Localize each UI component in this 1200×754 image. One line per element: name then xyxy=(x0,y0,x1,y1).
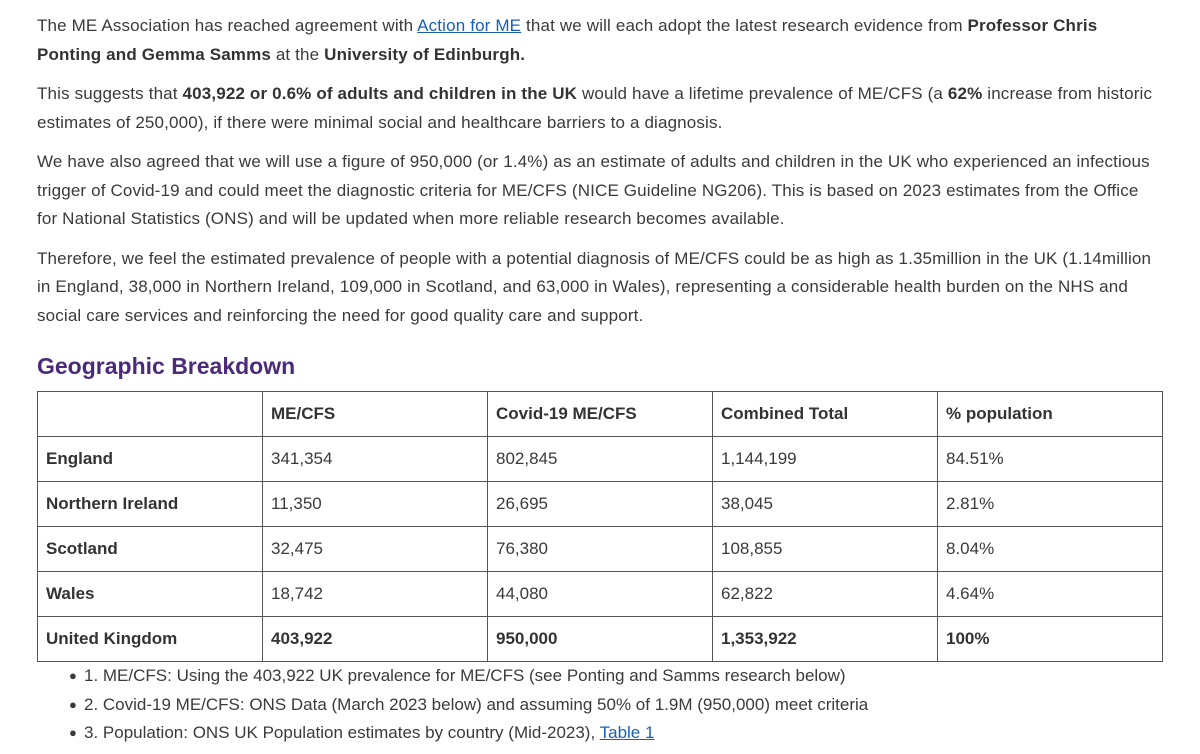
text: This suggests that xyxy=(37,84,183,103)
table-cell: 11,350 xyxy=(263,482,488,527)
researchers-name: Professor Chris Ponting and Gemma Samms xyxy=(37,16,1098,64)
table-cell: 1,353,922 xyxy=(713,617,938,662)
table-cell: 108,855 xyxy=(713,527,938,572)
table-cell: 100% xyxy=(938,617,1163,662)
row-label: Northern Ireland xyxy=(38,482,263,527)
header-cell: ME/CFS xyxy=(263,392,488,437)
table-header-row xyxy=(38,392,1163,437)
table-cell: 403,922 xyxy=(263,617,488,662)
table-notes-list xyxy=(37,662,1163,748)
text: at the xyxy=(270,44,325,64)
table-cell: 1,144,199 xyxy=(713,437,938,482)
article-body xyxy=(37,12,1163,748)
text: would have a lifetime prevalence of ME/CFS (a xyxy=(577,84,948,103)
table-row xyxy=(38,572,1163,617)
row-label: Wales xyxy=(38,572,263,617)
action-for-me-link[interactable]: Action for ME xyxy=(417,16,522,35)
paragraph-total-prevalence: Therefore, we feel the estimated prevalence of people with a potential diagnosis of ME/CFS could be as high as 1.35million in the UK (1.14million in England, 38,000 in Northern Ireland, 109,000 in Scotland, and 63,000 in Wales), representing a considerable health burden on the NHS and social care services and reinforcing the need for good quality care and support. xyxy=(37,248,1152,325)
list-item xyxy=(37,719,1163,748)
bullet-icon: ● xyxy=(69,725,77,741)
table-cell: 26,695 xyxy=(488,482,713,527)
row-label: England xyxy=(38,437,263,482)
table-cell: 76,380 xyxy=(488,527,713,572)
prevalence-figure: 403,922 or 0.6% of adults and children in the UK xyxy=(182,84,578,103)
note-text: 1. ME/CFS: Using the 403,922 UK prevalence for ME/CFS (see Ponting and Samms research below) xyxy=(84,666,846,685)
table-row xyxy=(38,482,1163,527)
table-1-link[interactable]: Table 1 xyxy=(599,723,655,743)
table-cell: 950,000 xyxy=(488,617,713,662)
table-cell: 4.64% xyxy=(938,572,1163,617)
section-heading: Geographic Breakdown xyxy=(37,353,296,379)
geographic-breakdown-table xyxy=(37,391,1163,662)
note-text: 3. Population: ONS UK Population estimates by country (Mid-2023), xyxy=(84,723,600,743)
text: that we will each adopt the latest research evidence from xyxy=(521,16,968,35)
list-item xyxy=(37,691,1163,720)
text: increase from historic estimates of 250,000), if there were minimal social and healthcare barriers to a diagnosis. xyxy=(37,84,1153,132)
list-item xyxy=(37,662,1163,691)
table-cell: 18,742 xyxy=(263,572,488,617)
header-cell xyxy=(38,392,263,437)
table-total-row xyxy=(38,617,1163,662)
university-name: University of Edinburgh. xyxy=(324,44,526,64)
table-cell: 8.04% xyxy=(938,527,1163,572)
paragraph-agreement xyxy=(37,12,1163,69)
table-cell: 32,475 xyxy=(263,527,488,572)
table-cell: 44,080 xyxy=(488,572,713,617)
header-cell: Combined Total xyxy=(713,392,938,437)
increase-percent: 62% xyxy=(947,84,983,103)
note-text: 2. Covid-19 ME/CFS: ONS Data (March 2023 below) and assuming 50% of 1.9M (950,000) meet criteria xyxy=(84,694,869,714)
table-cell: 84.51% xyxy=(938,437,1163,482)
row-label: United Kingdom xyxy=(38,617,263,662)
table-row xyxy=(38,437,1163,482)
table-cell: 62,822 xyxy=(713,572,938,617)
table-cell: 2.81% xyxy=(938,482,1163,527)
paragraph-prevalence xyxy=(37,80,1163,137)
text: The ME Association has reached agreement with xyxy=(37,16,418,35)
bullet-icon: ● xyxy=(69,696,77,712)
table-cell: 38,045 xyxy=(713,482,938,527)
row-label: Scotland xyxy=(38,527,263,572)
header-cell: % population xyxy=(938,392,1163,437)
table-cell: 802,845 xyxy=(488,437,713,482)
table-row xyxy=(38,527,1163,572)
paragraph-covid-estimate: We have also agreed that we will use a figure of 950,000 (or 1.4%) as an estimate of adults and children in the UK who experienced an infectious trigger of Covid-19 and could meet the diagnostic criteria for ME/CFS (NICE Guideline NG206). This is based on 2023 estimates from the Office for National Statistics (ONS) and will be updated when more reliable research becomes available. xyxy=(37,152,1150,228)
table-cell: 341,354 xyxy=(263,437,488,482)
bullet-icon: ● xyxy=(69,668,77,683)
header-cell: Covid-19 ME/CFS xyxy=(488,392,713,437)
